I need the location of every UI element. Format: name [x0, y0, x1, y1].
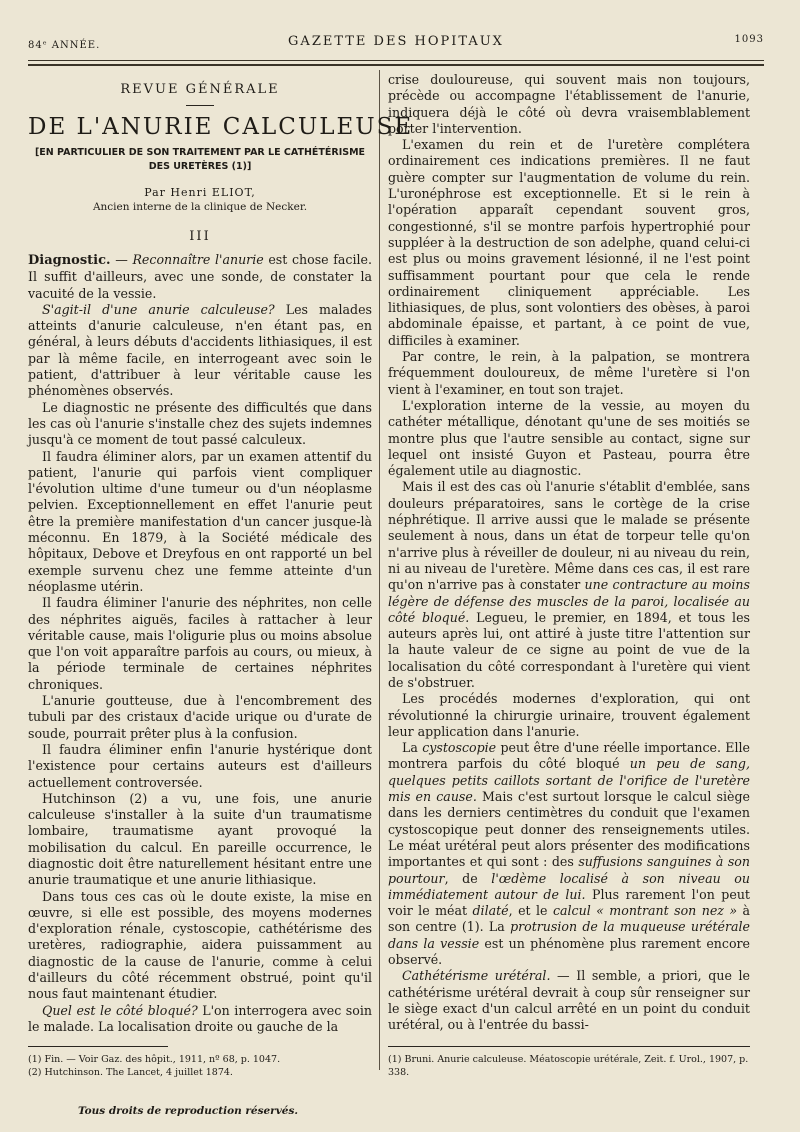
paragraph-text: Mais c'est surtout lorsque le calcul siège dans les derniers centimètres du conduit que l'examen cystoscopique peut donner des renseignements utiles. Le méat urétéral peut alors présenter des modifications importantes et qui sont : des	[388, 789, 750, 870]
italic-phrase: Cathétérisme urétéral.	[402, 968, 551, 984]
paragraph: Par contre, le rein, à la palpation, se montrera fréquemment douloureux, de même l'uretère si l'on vient à l'examiner, en tout son trajet.	[388, 349, 750, 397]
paragraph: Il faudra éliminer enfin l'anurie hystérique dont l'existence pour certains auteurs est d'ailleurs actuellement controversée.	[28, 741, 372, 790]
footnote: (2) Hutchinson. The Lancet, 4 juillet 1874.	[28, 1067, 233, 1078]
article-title: DE L'ANURIE CALCULEUSE	[28, 114, 414, 140]
italic-phrase: suffusions sanguines à son pourtour	[388, 854, 750, 886]
paragraph: Les procédés modernes d'exploration, qui ont révolutionné la chirurgie urinaire, trouvent également leur application dans l'anurie.	[388, 691, 750, 739]
paragraph: Le diagnostic ne présente des difficultés que dans les cas où l'anurie s'installe chez des sujets indemnes jusqu'à ce moment de tout passé calculeux.	[28, 399, 372, 448]
section-number: III	[189, 229, 211, 244]
footnote-rule-left	[28, 1046, 168, 1047]
paragraph-text: Mais il est des cas où l'anurie s'établit d'emblée, sans douleurs préparatoires, sans le cortège de la crise néphrétique. Il arrive aussi que le malade se présente seulement à nous, dans un état de torpeur telle qu'on n'arrive plus à réveiller de douleur, ni au niveau du rein, ni au niveau de l'uretère. Même dans ces cas, il est rare qu'on n'arrive pas à constater	[388, 479, 750, 593]
rights-notice: Tous droits de reproduction réservés.	[78, 1105, 299, 1117]
article-subtitle: [EN PARTICULIER DE SON TRAITEMENT PAR LE CATHÉTÉRISME DES URETÈRES (1)]	[34, 147, 366, 172]
paragraph: Hutchinson (2) a vu, une fois, une anurie calculeuse s'installer à la suite d'un traumatisme lombaire, traumatisme ayant provoqué la mobilisation du calcul. En pareille occurrence, le diagnostic doit être naturellement hésitant entre une anurie traumatique et une anurie lithiasique.	[28, 790, 372, 888]
paragraph-text: — Il semble, a priori, que le cathétérisme urétéral devrait à coup sûr renseigner sur le siège exact d'un calcul arrêté en un point du conduit urétéral, ou à l'entrée du bassi-	[388, 968, 750, 1033]
paragraph-text: L'on interrogera avec soin le malade. La localisation droite ou gauche de la	[28, 1002, 372, 1034]
italic-phrase: S'agit-il d'une anurie calculeuse?	[42, 301, 275, 317]
paragraph: Dans tous ces cas où le doute existe, la mise en œuvre, si elle est possible, des moyens modernes d'exploration rénale, cystoscopie, cathétérisme des uretères, radiographie, aidera puissamment au diagnostic de la cause de l'anurie, comme à celui d'ailleurs du côté récemment obstrué, point qu'il nous faut maintenant étudier.	[28, 888, 372, 1002]
footnote: (1) Fin. — Voir Gaz. des hôpit., 1911, nº 68, p. 1047.	[28, 1054, 281, 1065]
paragraph-text: , et le	[508, 903, 553, 919]
paragraph	[28, 302, 372, 400]
paragraph	[28, 252, 372, 302]
paragraph-text: Plus rarement l'on peut voir le méat	[388, 886, 750, 919]
paragraph-text: , de	[444, 870, 492, 886]
rubric-rule	[186, 105, 214, 106]
paragraph-text: Les malades atteints d'anurie calculeuse, n'en étant pas, en général, à leurs débuts d'accidents lithiasiques, il est par là même facile, en interrogeant avec soin le patient, d'attribuer à leur véritable cause les phénomènes observés.	[28, 301, 372, 399]
italic-phrase: l'œdème localisé à son niveau ou immédiatement autour de lui.	[388, 870, 750, 902]
italic-phrase: une contracture au moins légère de défense des muscles de la paroi, localisée au côté bloqué.	[388, 577, 750, 625]
article-author: Par Henri ELIOT,	[144, 186, 256, 199]
footnote: (1) Bruni. Anurie calculeuse. Méatoscopie urétérale, Zeit. f. Urol., 1907, p. 338.	[388, 1054, 749, 1078]
left-column	[28, 72, 414, 1072]
header-year: 84ᵉ ANNÉE.	[28, 40, 101, 51]
running-header	[28, 34, 764, 54]
paragraph-text: est chose facile. Il suffit d'ailleurs, avec une sonde, de constater la vacuité de la vessie.	[28, 252, 372, 301]
paragraph: L'anurie goutteuse, due à l'encombrement des tubuli par des cristaux d'acide urique ou d'urate de soude, pourrait prêter plus à la confusion.	[28, 693, 372, 741]
paragraph-lead: Diagnostic.	[28, 253, 111, 268]
paragraph	[28, 1003, 372, 1036]
italic-phrase: un peu de sang, quelques petits caillots sortant de l'orifice de l'uretère mis en cause.	[388, 756, 750, 805]
paragraph	[388, 740, 750, 968]
author-role: Ancien interne de la clinique de Necker.	[92, 201, 308, 213]
paragraph: L'examen du rein et de l'uretère complétera ordinairement ces indications premières. Il ne faut guère compter sur l'augmentation de volume du rein. L'uronéphrose est exceptionnelle. Et si le rein à l'opération apparaît cependant souvent gros, congestionné, s'il se montre parfois hypertrophié pour suppléer à la destruction de son adelphe, quand celui-ci est plus ou moins gravement lésionné, il ne l'est point suffisamment pourtant pour que cela le rende ordinairement cliniquement appréciable. Les lithiasiques, de plus, sont volontiers des obèses, à paroi abdominale épaisse, et partant, à ce point de vue, difficiles à examiner.	[388, 137, 750, 348]
paragraph-text: Legueu, le premier, en 1894, et tous les auteurs après lui, ont attiré à juste titre l'attention sur la haute valeur de ce signe au point de vue de la localisation du côté correspondant à l'uretère qui vient de s'obstruer.	[388, 609, 750, 690]
italic-phrase: Quel est le côté bloqué?	[42, 1002, 198, 1018]
italic-phrase: protrusion de la muqueuse urétérale dans la vessie	[388, 919, 750, 951]
paragraph: Il faudra éliminer l'anurie des néphrites, non celle des néphrites aiguës, faciles à rattacher à leur véritable cause, mais l'oligurie plus ou moins absolue que l'on voit apparaître parfois au cours, ou mieux, à la période terminale de certaines néphrites chroniques.	[28, 595, 372, 692]
footnote-rule-right	[388, 1046, 750, 1047]
paragraph-text: La	[402, 740, 423, 756]
paragraph-text: à son centre (1). La	[388, 903, 750, 935]
paragraph	[388, 968, 750, 1033]
italic-phrase: Reconnaître l'anurie	[132, 252, 264, 267]
header-page-number: 1093	[734, 34, 764, 45]
paragraph: Il faudra éliminer alors, par un examen attentif du patient, l'anurie qui parfois vient compliquer l'évolution ultime d'une tumeur ou d'un néoplasme pelvien. Exceptionnellement en effet l'anurie peut être la première manifestation d'un cancer jusque-là méconnu. En 1879, à la Société médicale des hôpitaux, Debove et Dreyfous en ont rapporté un bel exemple survenu chez une femme atteinte d'un néoplasme utérin.	[28, 448, 372, 594]
paragraph: crise douloureuse, qui souvent mais non toujours, précède ou accompagne l'établissement de l'anurie, indiquera déjà le côté où devra vraisemblablement porter l'intervention.	[388, 72, 750, 136]
column-divider	[379, 70, 380, 1070]
header-rule-thick	[28, 64, 764, 66]
italic-phrase: calcul « montrant son nez »	[552, 903, 738, 919]
paragraph	[388, 479, 750, 691]
italic-phrase: cystoscopie	[422, 740, 497, 756]
footnotes-right	[388, 1053, 750, 1079]
paragraph-text: est un phénomène plus rarement encore observé.	[388, 935, 750, 968]
article-rubric: REVUE GÉNÉRALE	[120, 82, 280, 97]
lead-separator: —	[110, 252, 133, 267]
right-column	[388, 72, 750, 1072]
header-rule	[28, 60, 764, 61]
paragraph-text: peut être d'une réelle importance. Elle montrera parfois du côté bloqué	[388, 740, 750, 772]
header-journal-title: GAZETTE DES HOPITAUX	[288, 34, 504, 49]
italic-phrase: dilaté	[472, 903, 509, 919]
paragraph: L'exploration interne de la vessie, au moyen du cathéter métallique, dénotant qu'une de ses moitiés se montre plus que l'autre sensible au contact, signe sur lequel ont insisté Guyon et Pasteau, pourra être également utile au diagnostic.	[388, 397, 750, 479]
footnotes-left	[28, 1053, 372, 1079]
